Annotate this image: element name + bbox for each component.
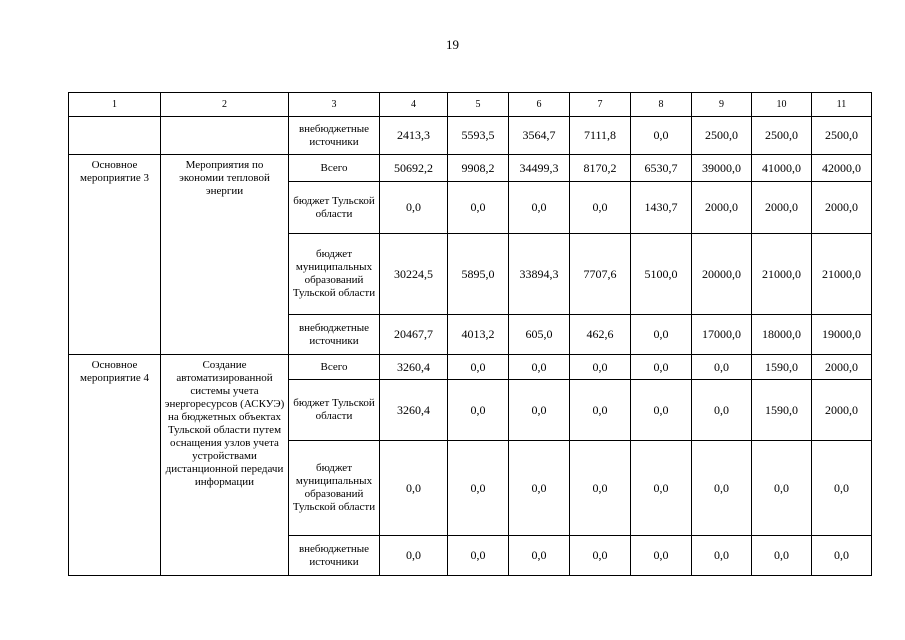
value-cell: 19000,0 [812,315,872,355]
activity-description-cell [161,117,289,155]
value-cell: 0,0 [631,355,692,380]
value-cell: 2500,0 [692,117,752,155]
column-header: 7 [570,93,631,117]
value-cell: 5593,5 [448,117,509,155]
value-cell: 5100,0 [631,234,692,315]
value-cell: 0,0 [448,182,509,234]
value-cell: 7111,8 [570,117,631,155]
value-cell: 0,0 [812,536,872,576]
value-cell: 6530,7 [631,155,692,182]
value-cell: 2000,0 [812,182,872,234]
value-cell: 1590,0 [752,355,812,380]
value-cell: 39000,0 [692,155,752,182]
value-cell: 0,0 [509,536,570,576]
value-cell: 2000,0 [812,380,872,441]
value-cell: 0,0 [509,380,570,441]
value-cell: 30224,5 [380,234,448,315]
value-cell: 0,0 [692,536,752,576]
value-cell: 0,0 [570,182,631,234]
activity-title: Основное мероприятие 4 [69,355,161,576]
value-cell: 20000,0 [692,234,752,315]
value-cell: 2413,3 [380,117,448,155]
activity-title-cell [69,117,161,155]
value-cell: 0,0 [631,441,692,536]
value-cell: 41000,0 [752,155,812,182]
funding-source: внебюджетные источники [289,536,380,576]
value-cell: 21000,0 [812,234,872,315]
value-cell: 3564,7 [509,117,570,155]
column-header: 5 [448,93,509,117]
value-cell: 0,0 [631,536,692,576]
header-row [69,93,872,117]
value-cell: 5895,0 [448,234,509,315]
column-header: 10 [752,93,812,117]
funding-source: Всего [289,355,380,380]
value-cell: 0,0 [448,441,509,536]
value-cell: 50692,2 [380,155,448,182]
value-cell: 0,0 [448,355,509,380]
value-cell: 17000,0 [692,315,752,355]
value-cell: 9908,2 [448,155,509,182]
value-cell: 18000,0 [752,315,812,355]
value-cell: 0,0 [448,380,509,441]
funding-source: внебюджетные источники [289,315,380,355]
budget-table [68,92,872,576]
column-header: 4 [380,93,448,117]
activity-title: Основное мероприятие 3 [69,155,161,355]
table-row [69,155,872,182]
value-cell: 0,0 [692,355,752,380]
value-cell: 0,0 [631,380,692,441]
funding-source: бюджет Тульской области [289,182,380,234]
table-row [69,355,872,380]
value-cell: 4013,2 [448,315,509,355]
funding-source: бюджет Тульской области [289,380,380,441]
funding-source: бюджет муниципальных образований Тульской области [289,441,380,536]
funding-source: Всего [289,155,380,182]
value-cell: 0,0 [570,355,631,380]
value-cell: 2000,0 [812,355,872,380]
value-cell: 0,0 [509,355,570,380]
column-header: 3 [289,93,380,117]
value-cell: 0,0 [812,441,872,536]
value-cell: 1590,0 [752,380,812,441]
funding-source: бюджет муниципальных образований Тульской области [289,234,380,315]
value-cell: 0,0 [570,380,631,441]
value-cell: 0,0 [509,441,570,536]
value-cell: 2500,0 [812,117,872,155]
value-cell: 0,0 [692,441,752,536]
value-cell: 34499,3 [509,155,570,182]
value-cell: 0,0 [631,117,692,155]
value-cell: 0,0 [631,315,692,355]
column-header: 9 [692,93,752,117]
value-cell: 1430,7 [631,182,692,234]
value-cell: 0,0 [692,380,752,441]
activity-description: Мероприятия по экономии тепловой энергии [161,155,289,355]
value-cell: 0,0 [752,536,812,576]
value-cell: 2000,0 [752,182,812,234]
column-header: 2 [161,93,289,117]
value-cell: 20467,7 [380,315,448,355]
value-cell: 21000,0 [752,234,812,315]
value-cell: 3260,4 [380,380,448,441]
value-cell: 33894,3 [509,234,570,315]
value-cell: 2000,0 [692,182,752,234]
table-row [69,117,872,155]
value-cell: 605,0 [509,315,570,355]
value-cell: 0,0 [380,536,448,576]
value-cell: 7707,6 [570,234,631,315]
value-cell: 8170,2 [570,155,631,182]
value-cell: 2500,0 [752,117,812,155]
value-cell: 0,0 [380,441,448,536]
value-cell: 0,0 [570,441,631,536]
value-cell: 3260,4 [380,355,448,380]
column-header: 11 [812,93,872,117]
page-number: 19 [446,37,459,52]
column-header: 8 [631,93,692,117]
value-cell: 0,0 [509,182,570,234]
funding-source: внебюджетные источники [289,117,380,155]
value-cell: 0,0 [448,536,509,576]
value-cell: 0,0 [570,536,631,576]
value-cell: 0,0 [380,182,448,234]
value-cell: 42000,0 [812,155,872,182]
value-cell: 462,6 [570,315,631,355]
value-cell: 0,0 [752,441,812,536]
activity-description: Создание автоматизированной системы учета энергоресурсов (АСКУЭ) на бюджетных объектах Тульской области путем оснащения узлов учета устройствами дистанционной передачи информации [161,355,289,576]
column-header: 6 [509,93,570,117]
column-header: 1 [69,93,161,117]
